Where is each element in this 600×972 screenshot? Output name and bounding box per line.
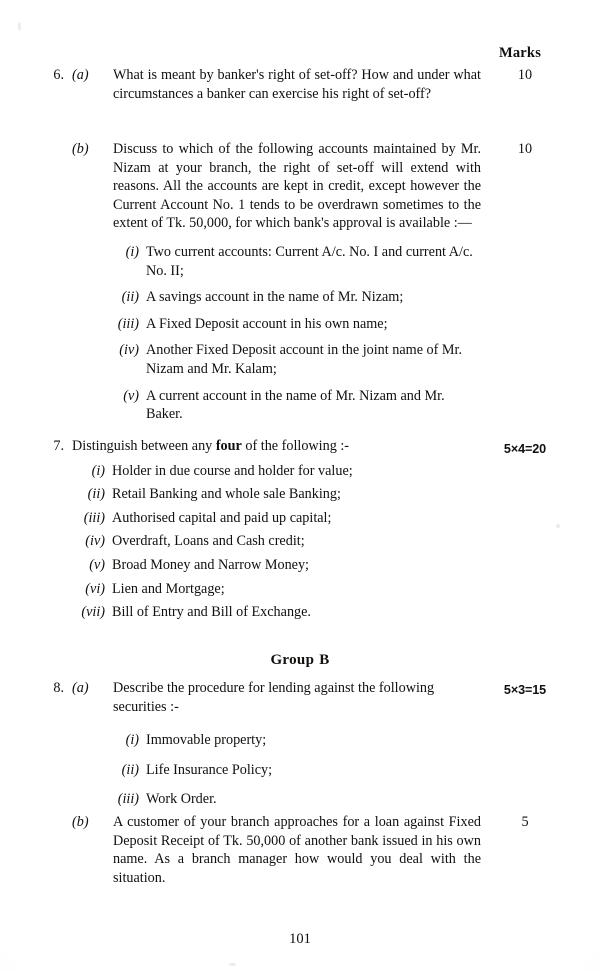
list-item xyxy=(0,341,600,378)
question-6a-marks: 10 xyxy=(517,67,533,83)
sub-numeral: (iv) xyxy=(119,342,139,359)
scan-speck xyxy=(229,963,236,966)
list-item xyxy=(0,761,600,780)
question-7-stem-emphasis: four xyxy=(215,438,242,454)
sub-numeral: (i) xyxy=(125,732,139,749)
list-item xyxy=(0,532,600,551)
sub-text: A Fixed Deposit account in his own name; xyxy=(146,315,388,332)
sub-numeral: (vi) xyxy=(85,580,105,597)
marks-column-header: Marks xyxy=(498,45,542,61)
sub-numeral: (ii) xyxy=(121,761,139,778)
sub-text: Bill of Entry and Bill of Exchange. xyxy=(112,604,311,621)
list-item xyxy=(0,462,600,481)
sub-numeral: (iv) xyxy=(85,533,105,550)
page-number: 101 xyxy=(289,931,311,947)
question-7 xyxy=(0,437,600,622)
question-7-number: 7. xyxy=(53,438,64,454)
sub-numeral: (ii) xyxy=(121,289,139,306)
question-6a xyxy=(0,66,600,103)
sub-text: Broad Money and Narrow Money; xyxy=(112,556,310,573)
list-item xyxy=(0,387,600,424)
sub-numeral: (vii) xyxy=(81,604,105,621)
question-7-marks: 5×4=20 xyxy=(503,442,547,456)
question-8 xyxy=(0,679,600,809)
question-8a-text: Describe the procedure for lending against the following securities :- xyxy=(113,680,435,715)
list-item xyxy=(0,315,600,334)
question-6b-subitems xyxy=(0,243,600,424)
sub-text: Life Insurance Policy; xyxy=(146,761,273,778)
question-6-number: 6. xyxy=(53,67,64,83)
sub-numeral: (iii) xyxy=(117,791,139,808)
question-6b-marks: 10 xyxy=(517,141,533,157)
sub-text: Overdraft, Loans and Cash credit; xyxy=(112,533,305,550)
sub-numeral: (ii) xyxy=(87,486,105,503)
group-b-heading xyxy=(0,652,600,669)
list-item xyxy=(0,580,600,599)
list-item xyxy=(0,731,600,750)
question-6b xyxy=(0,140,600,424)
list-item xyxy=(0,243,600,280)
list-item xyxy=(0,485,600,504)
sub-text: Authorised capital and paid up capital; xyxy=(112,509,332,526)
sub-text: Two current accounts: Current A/c. No. I and current A/c. No. II; xyxy=(146,243,473,279)
question-8b-marks: 5 xyxy=(521,814,529,830)
group-heading-letter: B xyxy=(319,652,330,668)
list-item xyxy=(0,603,600,622)
question-6b-label: (b) xyxy=(72,141,89,157)
question-6 xyxy=(0,66,600,103)
list-item xyxy=(0,790,600,809)
sub-text: Work Order. xyxy=(146,791,217,808)
list-item xyxy=(0,288,600,307)
list-item xyxy=(0,556,600,575)
sub-text: A current account in the name of Mr. Nizam and Mr. Baker. xyxy=(146,387,445,423)
question-7-stem-suffix: of the following :- xyxy=(241,438,350,454)
question-8a xyxy=(0,679,600,716)
question-6a-label: (a) xyxy=(72,67,89,83)
question-8a-marks: 5×3=15 xyxy=(503,683,547,697)
question-8-number: 8. xyxy=(53,680,64,696)
sub-numeral: (iii) xyxy=(117,315,139,332)
question-8b xyxy=(0,813,600,887)
question-7-stem xyxy=(72,437,472,456)
sub-text: Holder in due course and holder for value; xyxy=(112,462,353,479)
question-8a-subitems xyxy=(0,731,600,809)
scan-speck xyxy=(18,22,21,31)
sub-text: Another Fixed Deposit account in the joint name of Mr. Nizam and Mr. Kalam; xyxy=(146,342,463,377)
list-item xyxy=(0,509,600,528)
sub-numeral: (v) xyxy=(89,556,105,573)
sub-numeral: (i) xyxy=(91,462,105,479)
sub-text: Immovable property; xyxy=(146,732,267,749)
question-8b-label: (b) xyxy=(72,814,89,830)
sub-numeral: (v) xyxy=(123,387,139,404)
sub-numeral: (i) xyxy=(125,243,139,260)
sub-text: A savings account in the name of Mr. Nizam; xyxy=(146,289,404,306)
question-8b-text: A customer of your branch approaches for a loan against Fixed Deposit Receipt of Tk. 50,000 of another bank issued in his own name. As a branch manager how would you deal with the situation. xyxy=(113,814,481,886)
sub-text: Retail Banking and whole sale Banking; xyxy=(112,486,341,503)
question-8a-label: (a) xyxy=(72,680,89,696)
question-6b-text: Discuss to which of the following accounts maintained by Mr. Nizam at your branch, the right of set-off will extend with reasons. All the accounts are kept in credit, except however the Current Account No. 1 tends to be overdrawn sometimes to the extent of Tk. 50,000, for which bank's approval is available :— xyxy=(113,141,481,232)
sub-numeral: (iii) xyxy=(83,509,105,526)
question-7-stem-prefix: Distinguish between any xyxy=(72,438,216,454)
group-heading-word: Group xyxy=(270,652,315,668)
sub-text: Lien and Mortgage; xyxy=(112,580,225,597)
question-6a-text: What is meant by banker's right of set-off? How and under what circumstances a banker can exercise his right of set-off? xyxy=(113,67,481,102)
question-7-subitems xyxy=(0,462,600,622)
